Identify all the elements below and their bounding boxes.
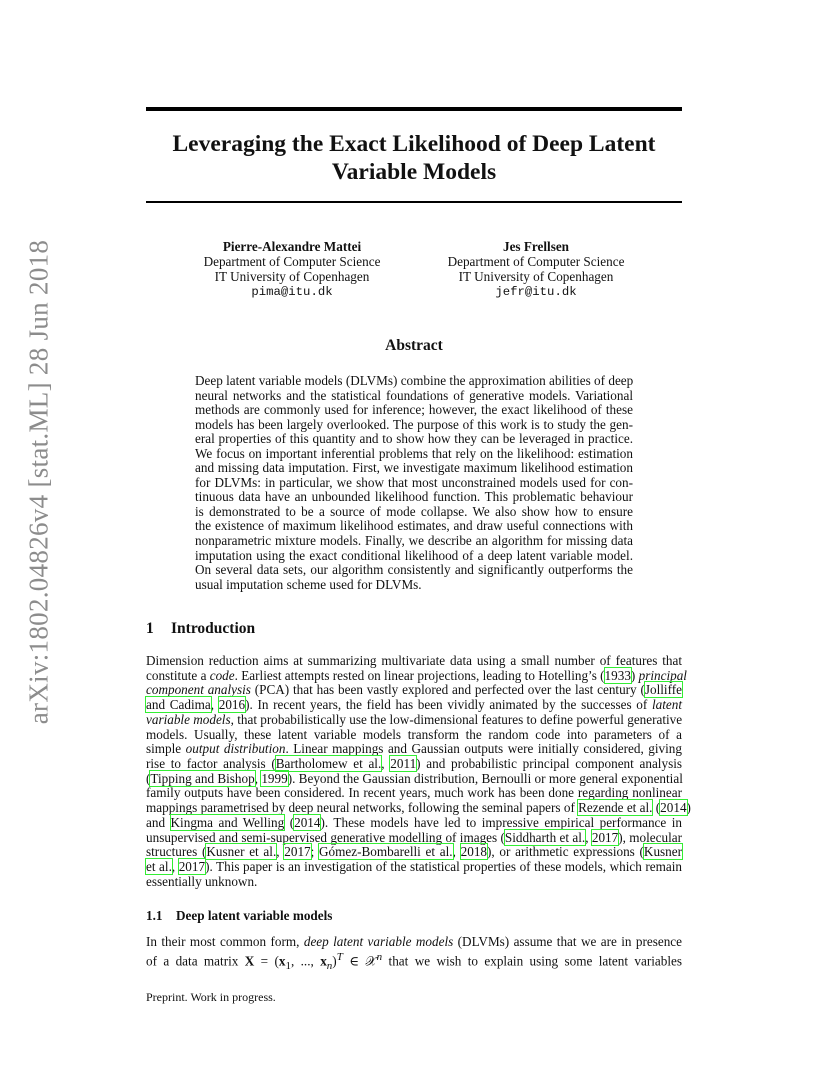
title-top-rule — [146, 107, 682, 111]
citation-link[interactable]: and Cadima — [146, 697, 211, 713]
abstract-line: tinuous data have an unbounded likelihood function. This problematic behaviour — [195, 489, 633, 505]
title-line-1: Leveraging the Exact Likelihood of Deep Latent — [172, 131, 656, 157]
citation-link[interactable]: 2017 — [591, 829, 619, 845]
abstract-line: Deep latent variable models (DLVMs) combine the approximation abilities of deep — [195, 373, 634, 388]
title-bottom-rule — [146, 201, 682, 203]
abstract-line: the existence of maximum likelihood estimates, and draw useful connections with — [195, 518, 633, 534]
intro-line: and Cadima, 2016). In recent years, the field has been vividly animated by the successes of latent — [146, 697, 682, 713]
citation-link[interactable]: 2014 — [660, 800, 687, 816]
citation-link[interactable]: 1933 — [604, 667, 631, 683]
intro-line: family outputs have been considered. In recent years, much work has been done regarding nonlinear — [146, 785, 682, 801]
intro-line: (Tipping and Bishop, 1999). Beyond the Gaussian distribution, Bernoulli or more general exponential — [146, 770, 683, 786]
citation-link[interactable]: 2018 — [460, 844, 487, 860]
abstract-line: models has been largely overlooked. The purpose of this work is to study the gen- — [195, 416, 633, 432]
citation-link[interactable]: 2014 — [294, 814, 321, 830]
subsection-title: Deep latent variable models — [176, 908, 333, 923]
intro-line: Dimension reduction aims at summarizing multivariate data using a small number of features that — [146, 653, 682, 668]
abstract-line: and missing data imputation. First, we investigate maximum likelihood estimation — [195, 460, 633, 476]
subsection-number: 1.1 — [146, 908, 163, 923]
section-number: 1 — [146, 620, 154, 637]
abstract-line: nonparametric mixture models. Finally, we describe an algorithm for missing data — [195, 533, 633, 549]
dlvm-line: of a data matrix $X = (x_1$, ..., $x_n)^T$ ∈ 𝒳$^n$ that we wish to explain using some latent variables — [146, 950, 682, 972]
abstract-line: methods are commonly used for inference; however, the exact likelihood of these — [195, 402, 633, 418]
intro-line: models. Usually, these latent variable models transform the random code into parameters of a — [146, 726, 682, 742]
intro-line: and Kingma and Welling (2014). These models have led to impressive empirical performance in — [146, 814, 682, 830]
abstract-body — [195, 374, 633, 592]
abstract-line: for DLVMs: in particular, we show that most unconstrained models used for con- — [195, 474, 633, 490]
author-block-2 — [430, 239, 642, 300]
citation-link[interactable]: 2017 — [284, 844, 311, 860]
citation-link[interactable]: 2011 — [390, 756, 417, 772]
citation-link[interactable]: Kusner — [643, 844, 683, 860]
intro-line: structures (Kusner et al., 2017; Gómez-Bombarelli et al., 2018), or arithmetic expressions (Kusner — [146, 844, 683, 860]
intro-line: essentially unknown. — [146, 873, 258, 889]
abstract-heading: Abstract — [385, 337, 443, 354]
intro-line: simple output distribution. Linear mappings and Gaussian outputs were initially considered, giving — [146, 741, 682, 757]
citation-link[interactable]: 2016 — [218, 697, 246, 713]
intro-line: variable models, that probabilistically use the low-dimensional features to define powerful generative — [146, 711, 683, 727]
arxiv-sidebar — [0, 0, 80, 1072]
abstract-line: eral properties of this quantity and to show how they can be leveraged in practice. — [195, 431, 633, 447]
arxiv-identifier: arXiv:1802.04826v4 [stat.ML] 28 Jun 2018 — [23, 239, 54, 725]
introduction-body — [146, 653, 691, 890]
author-email: jefr@itu.dk — [495, 284, 577, 299]
intro-line: constitute a code. Earliest attempts rested on linear projections, leading to Hotelling’s (1933) principal — [146, 667, 687, 683]
abstract-line: imputation using the exact conditional likelihood of a deep latent variable model. — [195, 547, 633, 563]
citation-link[interactable]: et al. — [146, 859, 172, 875]
dlvm-line: In their most common form, deep latent variable models (DLVMs) assume that we are in presence — [146, 934, 682, 949]
abstract-line: We focus on important inferential problems that rely on the likelihood: estimation — [195, 445, 633, 461]
author-institution: IT University of Copenhagen — [214, 269, 370, 285]
intro-line: rise to factor analysis (Bartholomew et al., 2011) and probabilistic principal component analysis — [146, 756, 682, 772]
citation-link[interactable]: Jolliffe — [644, 682, 682, 698]
citation-link[interactable]: Gómez-Bombarelli et al. — [319, 844, 453, 860]
abstract-line: On several data sets, our algorithm consistently and significantly outperforms the — [195, 562, 633, 578]
paper-title — [146, 130, 682, 186]
citation-link[interactable]: Siddharth et al. — [504, 829, 586, 845]
footer-note: Preprint. Work in progress. — [146, 990, 276, 1004]
citation-link[interactable]: Kingma and Welling — [170, 814, 285, 830]
author-email: pima@itu.dk — [251, 284, 333, 299]
section-heading-introduction — [146, 620, 255, 638]
author-institution: IT University of Copenhagen — [458, 269, 614, 285]
dlvm-body — [146, 935, 682, 973]
citation-link[interactable]: Tipping and Bishop — [150, 770, 255, 786]
citation-link[interactable]: 1999 — [261, 770, 288, 786]
abstract-line: neural networks and the statistical foundations of generative models. Variational — [195, 387, 633, 403]
abstract-line: usual imputation scheme used for DLVMs. — [195, 576, 422, 592]
citation-link[interactable]: Rezende et al. — [578, 800, 653, 816]
author-name: Jes Frellsen — [502, 239, 570, 254]
abstract-line: is demonstrated to be a source of mode collapse. We also show how to ensure — [195, 503, 633, 519]
author-department: Department of Computer Science — [203, 254, 381, 270]
author-department: Department of Computer Science — [447, 254, 625, 270]
citation-link[interactable]: 2017 — [178, 859, 206, 875]
section-title: Introduction — [171, 620, 256, 637]
intro-line: mappings parametrised by deep neural networks, following the seminal papers of Rezende et al. (2014) — [146, 800, 691, 816]
title-line-2: Variable Models — [331, 159, 497, 185]
author-name: Pierre-Alexandre Mattei — [222, 239, 362, 254]
intro-line: component analysis (PCA) that has been vastly explored and perfected over the last century (Jolliffe — [146, 682, 682, 698]
citation-link[interactable]: Bartholomew et al. — [275, 756, 382, 772]
author-block-1 — [186, 239, 398, 300]
citation-link[interactable]: Kusner et al. — [206, 844, 277, 860]
intro-line: et al., 2017). This paper is an investigation of the statistical properties of these models, which remain — [146, 859, 683, 875]
subsection-heading-dlvm — [146, 908, 332, 924]
intro-line: unsupervised and semi-supervised generative modelling of images (Siddharth et al., 2017), molecular — [146, 829, 682, 845]
